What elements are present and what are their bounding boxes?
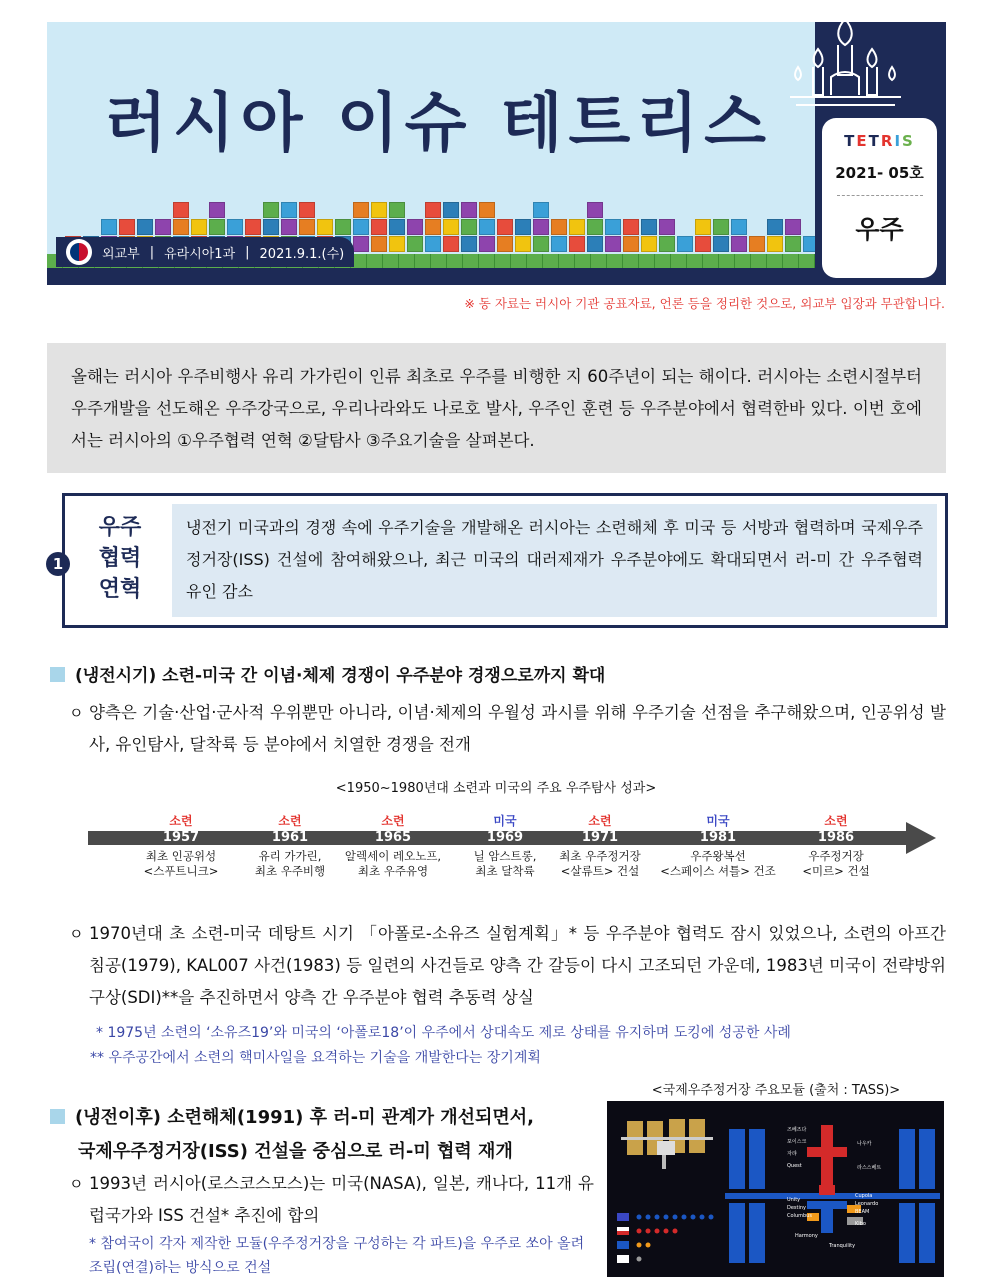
timeline-description: <스푸트니크>	[143, 864, 219, 878]
timeline-description: 최초 우주정거장	[559, 849, 641, 863]
timeline-event	[328, 813, 458, 879]
timeline-description: 최초 우주비행	[254, 864, 326, 878]
banner-bottom-bar	[47, 268, 946, 285]
intro-box: 올해는 러시아 우주비행사 유리 가가린이 인류 최초로 우주를 비행한 지 60주년이 되는 해이다. 러시아는 소련시절부터 우주개발을 선도해온 우주강국으로, 우리나라와도 나로호 발사, 우주인 훈련 등 우주분야에서 협력한바 있다. 이번 호에서는 러시아의 ①우주협력 연혁 ②달탐사 ③주요기술을 살펴본다.	[47, 343, 946, 473]
timeline-country: 소련	[169, 814, 193, 828]
flag-dot	[673, 1215, 678, 1220]
tetris-block	[479, 219, 495, 235]
iss-module-label: 자랴	[787, 1151, 797, 1157]
tetris-block	[209, 202, 225, 218]
tetris-logo-letter: T	[844, 132, 857, 150]
iss-caption: <국제우주정거장 주요모듈 (출처 : TASS)>	[651, 1083, 901, 1098]
tetris-block	[659, 236, 675, 252]
disclaimer: ※ 동 자료는 러시아 기관 공표자료, 언론 등을 정리한 것으로, 외교부 입장과 무관합니다.	[464, 296, 945, 311]
paragraph-text: 1993년 러시아(로스코스모스)는 미국(NASA), 일본, 캐나다, 11개 유럽국가와 ISS 건설* 추진에 합의	[89, 1174, 594, 1225]
tetris-block	[443, 202, 459, 218]
tetris-block	[443, 236, 459, 252]
tetris-block	[425, 202, 441, 218]
heading-text: 국제우주정거장(ISS) 건설을 중심으로 러-미 협력 재개	[78, 1141, 513, 1162]
tetris-block	[317, 219, 333, 235]
tetris-block	[299, 219, 315, 235]
tetris-block	[515, 219, 531, 235]
tetris-block	[425, 219, 441, 235]
heading-post-cold-war	[50, 1101, 534, 1169]
tetris-block	[731, 219, 747, 235]
heading-cold-war	[50, 661, 605, 686]
section-label-line: 협력	[98, 546, 142, 571]
timeline-country: 소련	[381, 814, 405, 828]
iss-module-label: Cupola	[855, 1193, 873, 1199]
tetris-block	[551, 219, 567, 235]
government-seal-icon	[66, 239, 92, 265]
iss-module-label: 즈베즈다	[787, 1127, 807, 1133]
tetris-block	[353, 219, 369, 235]
tetris-block	[623, 219, 639, 235]
tetris-block	[497, 236, 513, 252]
flag-dot	[637, 1229, 642, 1234]
tetris-block	[371, 219, 387, 235]
tetris-block	[209, 219, 225, 235]
tetris-block	[299, 202, 315, 218]
tetris-block	[281, 219, 297, 235]
timeline-country: 소련	[278, 814, 302, 828]
tetris-block	[641, 236, 657, 252]
tetris-block	[245, 219, 261, 235]
flag-dot	[682, 1215, 687, 1220]
iss-module-label: Quest	[787, 1163, 802, 1169]
timeline-description: <살류트> 건설	[560, 864, 640, 878]
heading-text: (냉전이후) 소련해체(1991) 후 러-미 관계가 개선되면서,	[75, 1107, 535, 1128]
tetris-block	[353, 236, 369, 252]
timeline-description: 알렉세이 레오노프,	[344, 849, 442, 863]
iss-module-label: Tranquility	[829, 1243, 856, 1249]
tetris-block	[155, 219, 171, 235]
tetris-block	[137, 219, 153, 235]
timeline-description: 최초 달착륙	[475, 864, 535, 878]
timeline-country: 미국	[706, 814, 730, 828]
tetris-block	[101, 219, 117, 235]
flag-dot	[646, 1243, 651, 1248]
iss-photo-icon	[621, 1119, 713, 1169]
flag-dot	[646, 1215, 651, 1220]
tetris-block	[227, 219, 243, 235]
flag-dot	[655, 1215, 660, 1220]
flag-dot	[664, 1229, 669, 1234]
tetris-block	[353, 202, 369, 218]
tetris-block	[461, 219, 477, 235]
tetris-block	[371, 236, 387, 252]
timeline-year: 1957	[162, 830, 200, 845]
iss-module-label: Kibo	[855, 1221, 866, 1227]
tetris-block	[569, 219, 585, 235]
circle-bullet-icon: ㅇ	[69, 704, 84, 722]
paragraph-text: 양측은 기술·산업·군사적 우위뿐만 아니라, 이념·체제의 우월성 과시를 위해 우주기술 선점을 추구해왔으며, 인공위성 발사, 유인탐사, 달착륙 등 분야에서 치열한 경쟁을 전개	[89, 703, 946, 754]
tetris-block	[695, 219, 711, 235]
tetris-block	[281, 202, 297, 218]
issue-topic: 우주	[855, 215, 904, 244]
tetris-block	[191, 219, 207, 235]
tetris-block	[461, 202, 477, 218]
flag-dot	[691, 1215, 696, 1220]
tetris-logo-letter: I	[894, 132, 903, 150]
footnote-sdi: ** 우주공간에서 소련의 핵미사일을 요격하는 기술을 개발한다는 장기계획	[90, 1050, 541, 1066]
tetris-block	[335, 219, 351, 235]
tetris-block	[587, 202, 603, 218]
iss-module-label: Columbus	[787, 1213, 812, 1219]
issue-card	[822, 118, 937, 278]
footnote-iss-construction: * 참여국이 각자 제작한 모듈(우주정거장을 구성하는 각 파트)을 우주로 쏘아 올려 조립(연결)하는 방식으로 건설	[89, 1236, 585, 1276]
tetris-block	[119, 219, 135, 235]
iss-module-diagram	[607, 1101, 944, 1277]
iss-module-label: 라스스베트	[857, 1165, 882, 1171]
tetris-block	[263, 219, 279, 235]
tetris-block	[731, 236, 747, 252]
paragraph-iss-agreement	[69, 1168, 594, 1232]
iss-module-label: Destiny	[787, 1205, 807, 1211]
section-summary-text: 냉전기 미국과의 경쟁 속에 우주기술을 개발해온 러시아는 소련해체 후 미국 등 서방과 협력하며 국제우주정거장(ISS) 건설에 참여해왔으나, 최근 미국의 대러제재가 우주분야에도 확대되면서 러-미 간 우주협력 유인 감소	[172, 504, 937, 617]
iss-module-label: Harmony	[795, 1233, 818, 1239]
tetris-block	[713, 219, 729, 235]
tetris-block	[407, 236, 423, 252]
circle-bullet-icon: ㅇ	[69, 925, 84, 943]
flag-dot	[655, 1229, 660, 1234]
timeline-description: 닐 암스트롱,	[473, 849, 537, 863]
tetris-block	[605, 236, 621, 252]
tetris-block	[785, 219, 801, 235]
flag-dot	[709, 1215, 714, 1220]
timeline-country: 소련	[588, 814, 612, 828]
tetris-logo-letter: R	[880, 132, 895, 150]
tetris-block	[641, 219, 657, 235]
tetris-block	[515, 236, 531, 252]
tetris-block	[749, 236, 765, 252]
tetris-block	[371, 202, 387, 218]
tetris-block	[173, 202, 189, 218]
flag-dot	[637, 1257, 642, 1262]
tetris-logo-letter: S	[902, 132, 915, 150]
flag-dot	[700, 1215, 705, 1220]
timeline-country: 미국	[493, 814, 517, 828]
tetris-block	[533, 236, 549, 252]
circle-bullet-icon: ㅇ	[69, 1175, 84, 1193]
timeline-description: 우주왕복선	[690, 849, 746, 863]
tetris-block	[623, 236, 639, 252]
tetris-block	[569, 236, 585, 252]
timeline-description: 우주정거장	[808, 849, 864, 863]
tetris-block	[659, 219, 675, 235]
iss-module-label: Leonardo	[855, 1201, 879, 1207]
iss-module-label: Unity	[787, 1197, 801, 1203]
timeline-description: 최초 우주유영	[357, 864, 429, 878]
heading-text: (냉전시기) 소련-미국 간 이념·체제 경쟁이 우주분야 경쟁으로까지 확대	[75, 666, 606, 686]
timeline-event	[535, 813, 665, 879]
timeline-country: 소련	[824, 814, 848, 828]
flag-dot	[637, 1215, 642, 1220]
timeline-description: <스페이스 셔틀> 건조	[660, 864, 776, 878]
tetris-block	[479, 202, 495, 218]
timeline-event	[771, 813, 901, 879]
timeline-caption: <1950~1980년대 소련과 미국의 주요 우주탐사 성과>	[335, 781, 657, 796]
banner-footer	[56, 237, 354, 267]
flag-dot	[637, 1243, 642, 1248]
tetris-block	[713, 236, 729, 252]
paragraph-text: 1970년대 초 소련-미국 데탕트 시기 「아폴로-소유즈 실험계획」* 등 우주분야 협력도 잠시 있었으나, 소련의 아프간 침공(1979), KAL007 사건(1983) 등 일련의 사건들로 양측 간 갈등이 다시 고조되던 가운데, 1983년 미국이 전략방위구상(SDI)**을 추진하면서 양측 간 우주분야 협력 추동력 상실	[89, 924, 946, 1007]
paragraph-detente	[69, 918, 946, 1014]
tetris-block	[767, 219, 783, 235]
iss-module-label: 포이스크	[787, 1139, 807, 1145]
tetris-block	[533, 219, 549, 235]
flag-dot	[646, 1229, 651, 1234]
footer-separator: |	[245, 244, 250, 260]
tetris-block	[425, 236, 441, 252]
banner-title: 러시아 이슈 테트리스	[105, 87, 772, 161]
tetris-block	[533, 202, 549, 218]
timeline-description: <미르> 건설	[802, 864, 870, 878]
tetris-block	[587, 236, 603, 252]
iss-module-label: BEAM	[855, 1209, 870, 1215]
timeline-description: 유리 가가린,	[258, 849, 322, 863]
tetris-block	[389, 202, 405, 218]
square-bullet-icon	[50, 667, 65, 682]
issue-divider	[837, 195, 923, 196]
tetris-block	[263, 202, 279, 218]
timeline-event	[653, 813, 783, 879]
tetris-block	[677, 236, 693, 252]
paragraph-competition	[69, 697, 946, 761]
timeline-year: 1981	[699, 830, 737, 845]
tetris-block	[389, 236, 405, 252]
timeline-year: 1965	[374, 830, 412, 845]
ministry-name: 외교부	[102, 246, 140, 262]
tetris-logo-letter: T	[868, 132, 881, 150]
division-name: 유라시아1과	[164, 246, 236, 262]
tetris-block	[479, 236, 495, 252]
publish-date: 2021.9.1.(수)	[259, 246, 345, 262]
timeline-year: 1961	[271, 830, 309, 845]
footnote-asp: * 1975년 소련의 ‘소유즈19’와 미국의 ‘아폴로18’이 우주에서 상대속도 제로 상태를 유지하며 도킹에 성공한 사례	[96, 1025, 791, 1041]
section-label-line: 우주	[98, 515, 142, 540]
tetris-block	[173, 219, 189, 235]
tetris-block	[605, 219, 621, 235]
tetris-block	[785, 236, 801, 252]
section-label	[90, 512, 150, 605]
tetris-block	[389, 219, 405, 235]
tetris-block	[587, 219, 603, 235]
tetris-block	[551, 236, 567, 252]
tetris-logo	[822, 132, 937, 150]
flag-dot	[673, 1229, 678, 1234]
tetris-block	[443, 219, 459, 235]
timeline-year: 1969	[486, 830, 524, 845]
issue-number: 2021- 05호	[835, 164, 924, 182]
tetris-block	[767, 236, 783, 252]
square-bullet-icon	[50, 1109, 65, 1124]
timeline-year: 1986	[817, 830, 855, 845]
timeline-arrow-icon	[906, 822, 936, 854]
cathedral-icon	[788, 5, 903, 115]
tetris-block	[497, 219, 513, 235]
section-label-line: 연혁	[98, 577, 142, 602]
tetris-block	[695, 236, 711, 252]
section-number-badge: 1	[46, 552, 70, 576]
timeline-year: 1971	[581, 830, 619, 845]
tetris-block	[461, 236, 477, 252]
timeline-description: 최초 인공위성	[145, 849, 217, 863]
footer-separator: |	[149, 244, 155, 260]
iss-module-label: 나우카	[857, 1141, 872, 1147]
tetris-logo-letter: E	[856, 132, 869, 150]
flag-dot	[664, 1215, 669, 1220]
tetris-block	[407, 219, 423, 235]
